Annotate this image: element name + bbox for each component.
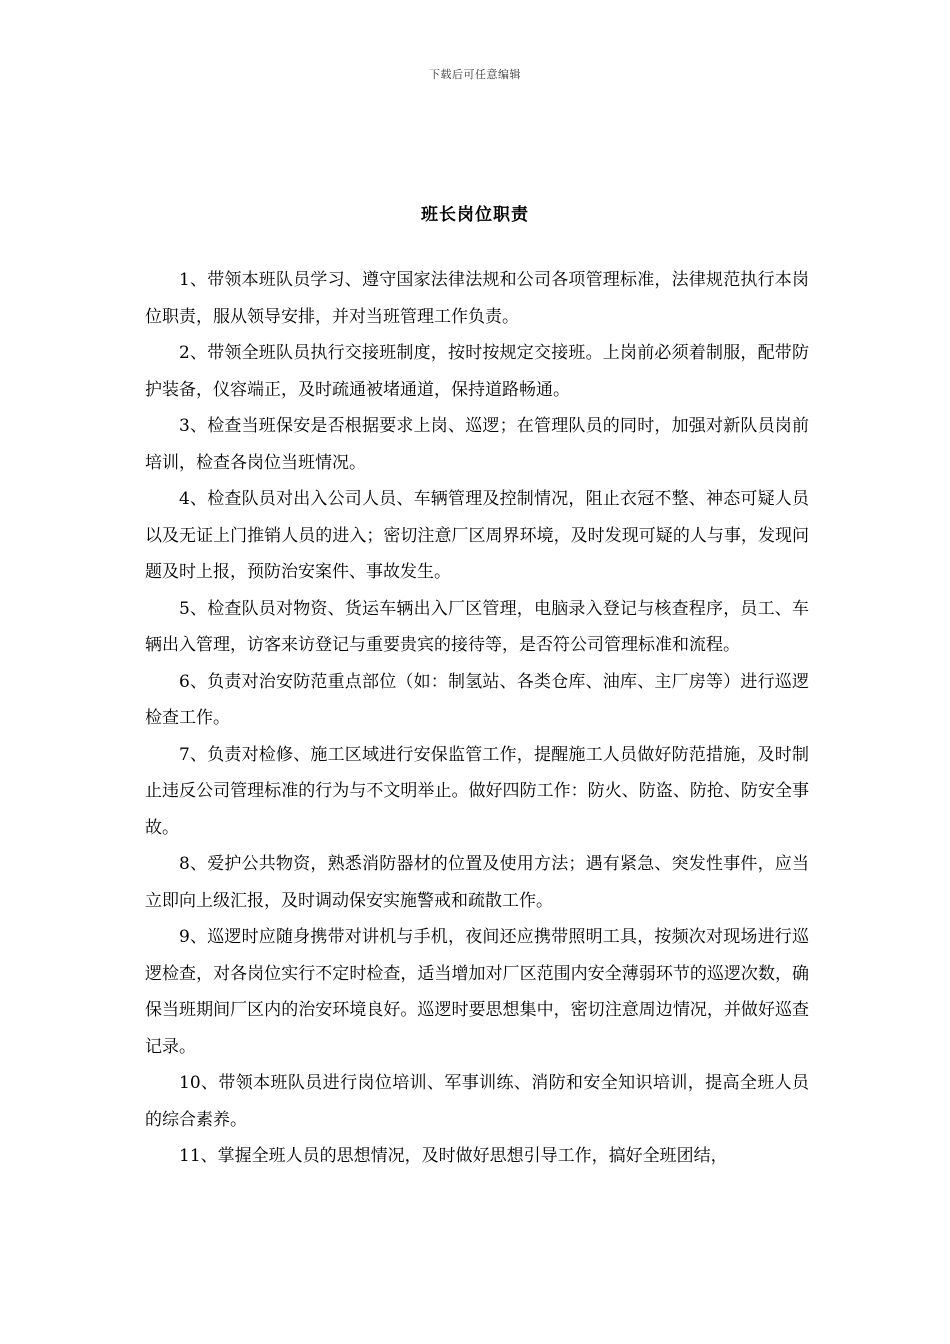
paragraph-4: 4、检查队员对出入公司人员、车辆管理及控制情况，阻止衣冠不整、神态可疑人员以及无证上门推销人员的进入；密切注意厂区周界环境，及时发现可疑的人与事，发现问题及时上报，预防治安案件、事故发生。 — [145, 489, 809, 582]
paragraph-8: 8、爱护公共物资，熟悉消防器材的位置及使用方法；遇有紧急、突发性事件，应当立即向上级汇报，及时调动保安实施警戒和疏散工作。 — [145, 854, 809, 911]
paragraph-9: 9、巡逻时应随身携带对讲机与手机，夜间还应携带照明工具，按频次对现场进行巡逻检查，对各岗位实行不定时检查，适当增加对厂区范围内安全薄弱环节的巡逻次数，确保当班期间厂区内的治安环境良好。巡逻时要思想集中，密切注意周边情况，并做好巡查记录。 — [145, 927, 809, 1057]
paragraph-3: 3、检查当班保安是否根据要求上岗、巡逻；在管理队员的同时，加强对新队员岗前培训，检查各岗位当班情况。 — [145, 416, 809, 473]
paragraph-11: 11、掌握全班人员的思想情况，及时做好思想引导工作，搞好全班团结， — [179, 1146, 728, 1166]
paragraph-1: 1、带领本班队员学习、遵守国家法律法规和公司各项管理标准，法律规范执行本岗位职责，服从领导安排，并对当班管理工作负责。 — [145, 270, 809, 327]
paragraph-7: 7、负责对检修、施工区域进行安保监管工作，提醒施工人员做好防范措施，及时制止违反公司管理标准的行为与不文明举止。做好四防工作：防火、防盗、防抢、防安全事故。 — [145, 744, 809, 838]
paragraph-5: 5、检查队员对物资、货运车辆出入厂区管理，电脑录入登记与核查程序，员工、车辆出入管理，访客来访登记与重要贵宾的接待等，是否符公司管理标准和流程。 — [145, 598, 809, 655]
document-body — [145, 262, 809, 1175]
paragraph-6: 6、负责对治安防范重点部位（如：制氢站、各类仓库、油库、主厂房等）进行巡逻检查工作。 — [145, 671, 809, 728]
paragraph-2: 2、带领全班队员执行交接班制度，按时按规定交接班。上岗前必须着制服，配带防护装备，仪容端正，及时疏通被堵通道，保持道路畅通。 — [145, 343, 809, 400]
header-note: 下载后可任意编辑 — [429, 68, 521, 81]
document-title: 班长岗位职责 — [421, 205, 529, 225]
paragraph-10: 10、带领本班队员进行岗位培训、军事训练、消防和安全知识培训，提高全班人员的综合素养。 — [145, 1073, 809, 1130]
